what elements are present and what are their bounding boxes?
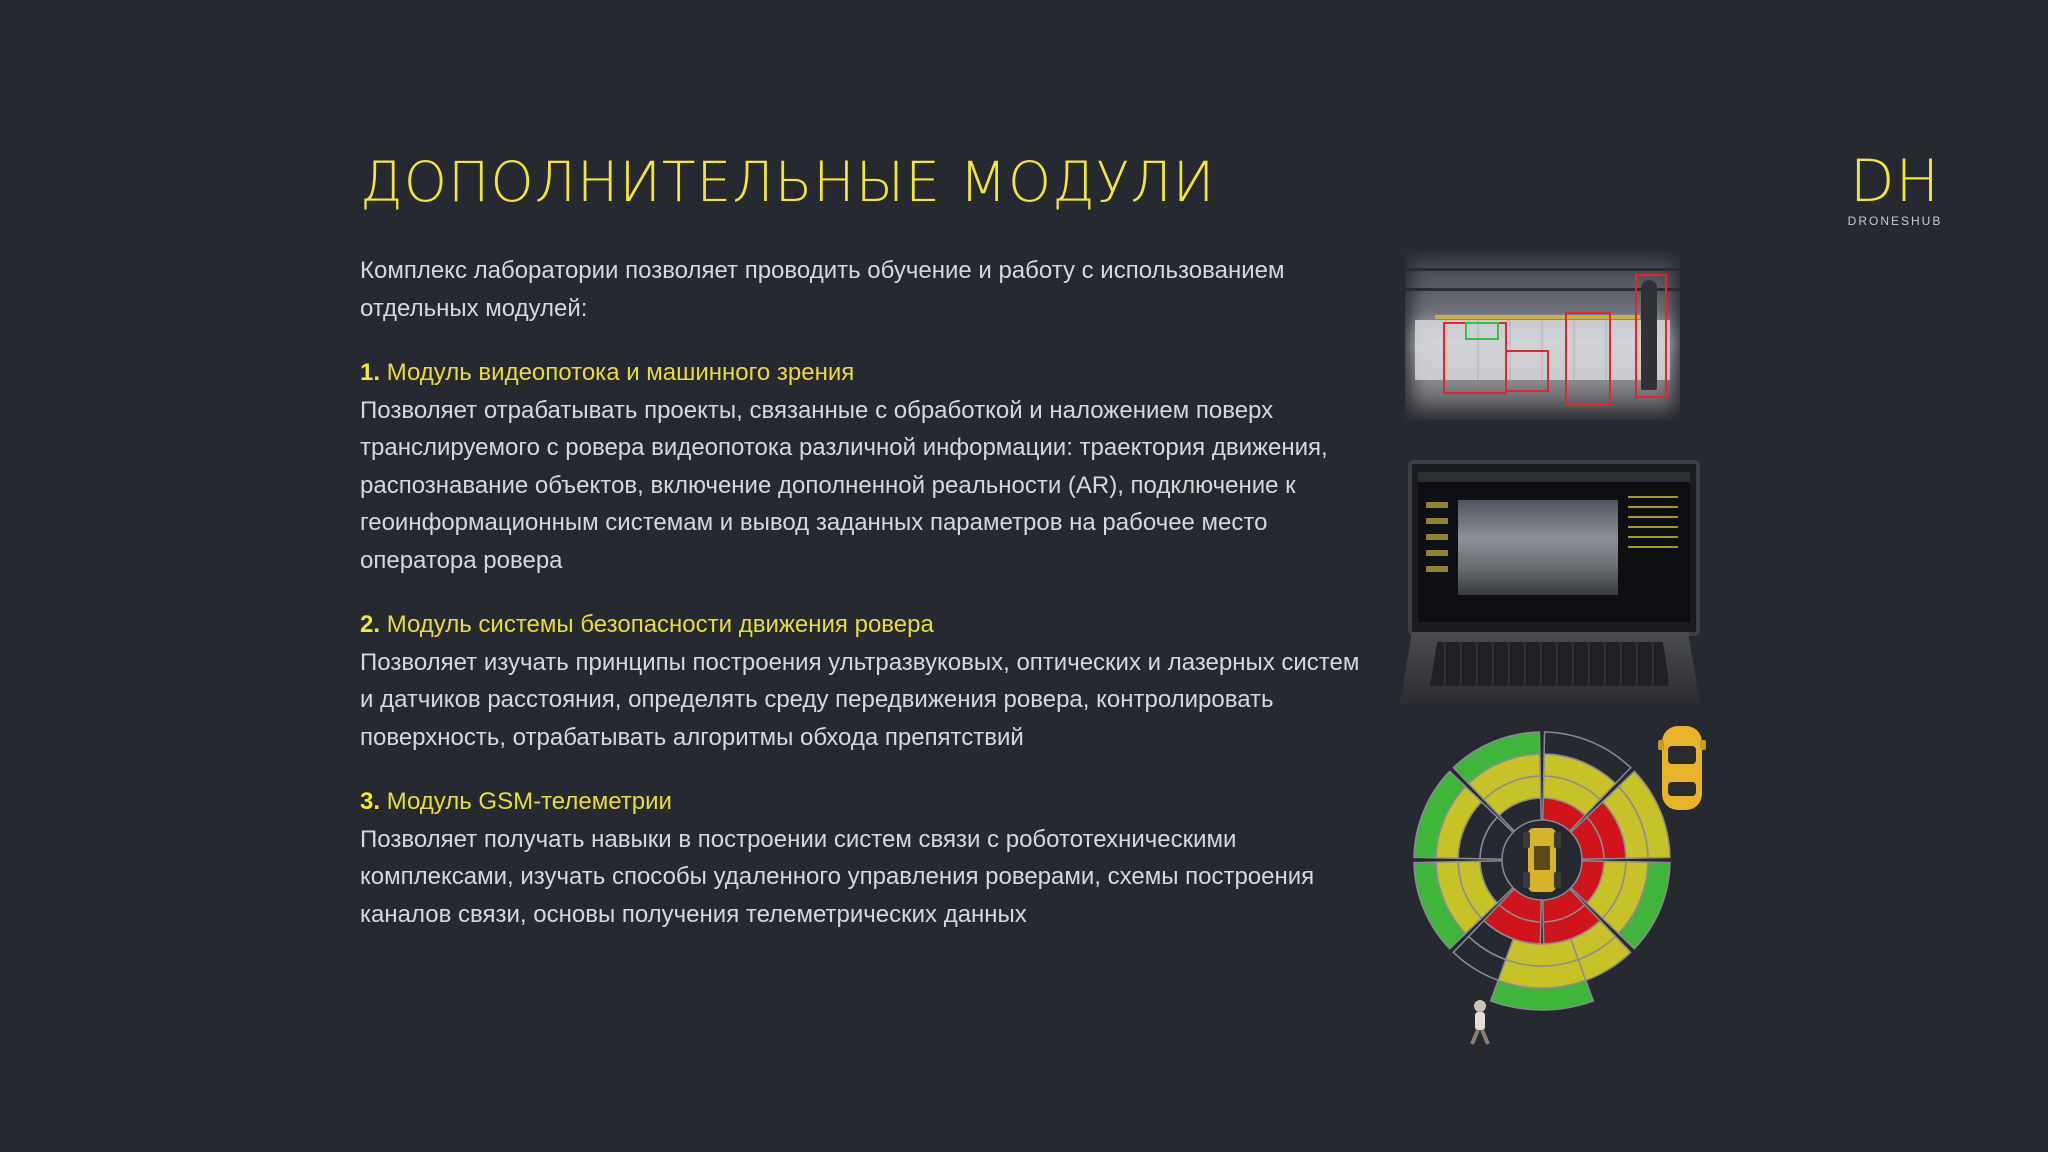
machine-vision-photo [1405, 250, 1680, 420]
module-description: Позволяет получать навыки в построении систем связи с робототехническими комплексами, изучать способы удаленного управления роверами, схемы построения каналов связи, основы получения телеметрических данных [360, 825, 1315, 928]
module-description: Позволяет изучать принципы построения ультразвуковых, оптических и лазерных систем и датчиков расстояния, определять среду передвижения ровера, контролировать поверхность, отрабатывать алгоритмы обхода препятствий [360, 648, 1360, 751]
pedestrian-icon [1472, 1000, 1488, 1044]
module-2 [360, 606, 1360, 756]
video-feed [1458, 500, 1618, 595]
logo-subtitle: DRONESHUB [1847, 214, 1943, 228]
logo-mark: DH [1849, 147, 1941, 215]
laptop-image [1400, 460, 1700, 710]
detection-box [1565, 312, 1611, 406]
droneshub-logo [1820, 147, 1970, 228]
module-name: Модуль видеопотока и машинного зрения [386, 359, 855, 386]
module-description: Позволяет отрабатывать проекты, связанные с обработкой и наложением поверх транслируемого с ровера видеопотока различной информации: траектория движения, распознавание объектов, включение дополненной реальности (AR), подключение к геоинформационным системам и вывод заданных параметров на рабочее место оператора ровера [360, 396, 1328, 574]
module-number: 2. [360, 611, 381, 638]
module-3 [360, 783, 1360, 933]
rover-icon [1523, 828, 1561, 892]
module-heading [360, 783, 1360, 821]
module-1 [360, 354, 1360, 579]
intro-text: Комплекс лаборатории позволяет проводить обучение и работу с использованием отдельных модулей: [360, 257, 1285, 322]
detection-box [1465, 322, 1499, 340]
laptop-keyboard [1430, 642, 1670, 686]
module-number: 3. [360, 788, 381, 815]
radar-sector [1506, 939, 1579, 966]
module-name: Модуль системы безопасности движения ровера [386, 611, 934, 638]
page-title: ДОПОЛНИТЕЛЬНЫЕ МОДУЛИ [360, 150, 1216, 214]
laptop-screen [1408, 460, 1700, 636]
radar-sector [1480, 817, 1513, 859]
module-heading [360, 354, 1360, 392]
module-name: Модуль GSM-телеметрии [386, 788, 672, 815]
detection-box [1505, 350, 1549, 392]
detection-box [1635, 274, 1667, 398]
safety-sensor-radar [1390, 710, 1710, 1100]
module-heading [360, 606, 1360, 644]
content-column [360, 252, 1360, 960]
module-number: 1. [360, 359, 381, 386]
illustrations [1390, 250, 1710, 1100]
car-icon [1658, 726, 1706, 810]
